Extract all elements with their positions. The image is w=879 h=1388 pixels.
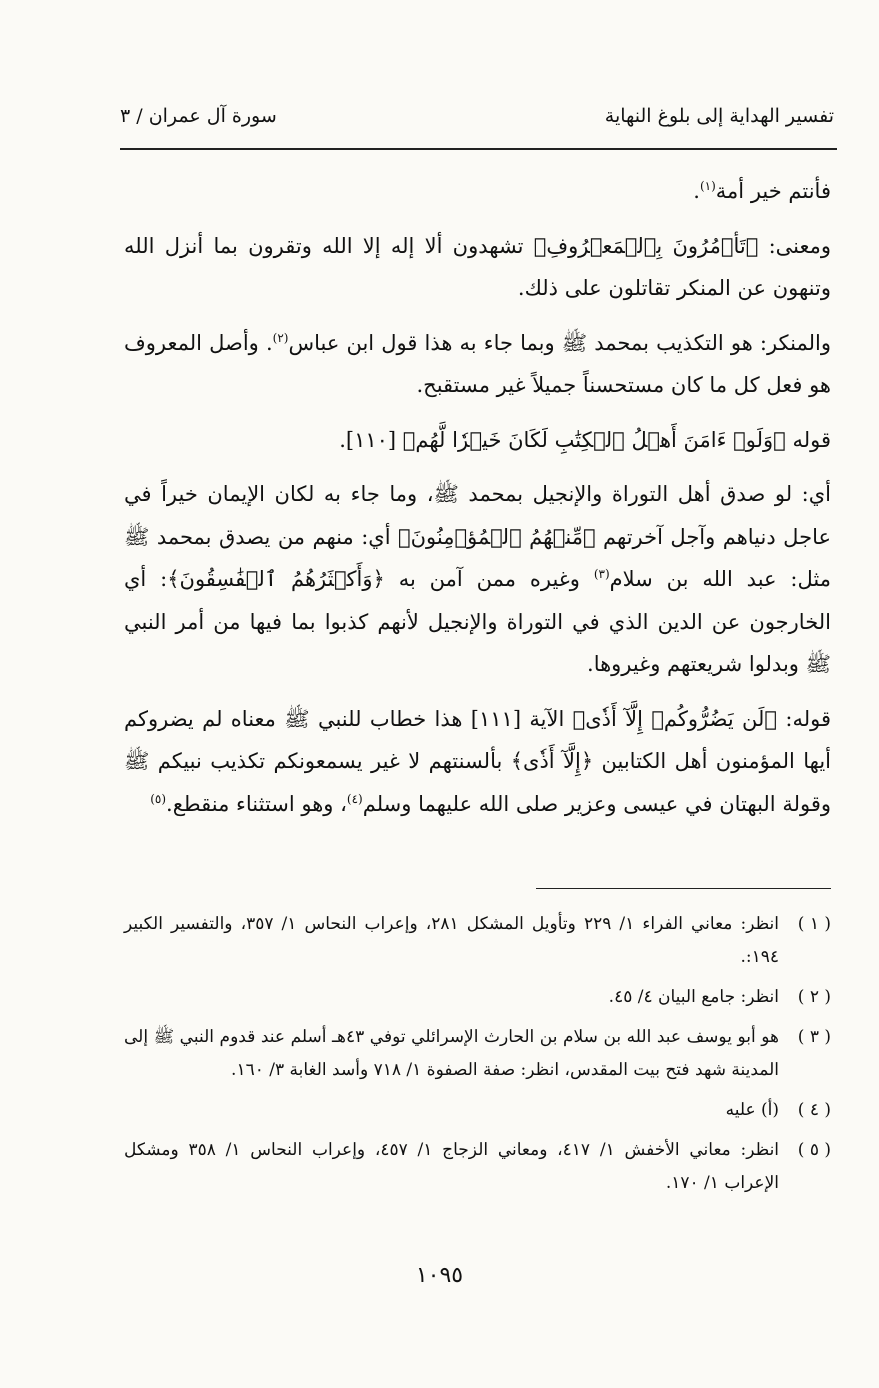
book-title: تفسير الهداية إلى بلوغ النهاية (604, 105, 834, 127)
footnote-text: (أ) عليه (725, 1100, 779, 1120)
quran-quote: ﴿لَن يَضُرُّوكُمۡ إِلَّآ أَذٗى﴾ (572, 706, 778, 731)
footnote-number: ( ١ ) (797, 914, 831, 934)
footnote-number: ( ٥ ) (797, 1140, 831, 1160)
quran-quote: ﴿وَلَوۡ ءَامَنَ أَهۡلُ ٱلۡكِتَٰبِ لَكَانَ خَيۡرٗا لَّهُم﴾ (402, 427, 786, 452)
footnote (124, 1021, 831, 1087)
text-run: . وأصل المعروف هو فعل كل ما كان مستحسناً جميلاً غير مستقبح. (124, 330, 831, 397)
footnotes-section (124, 908, 831, 1207)
text-run: قوله (785, 427, 831, 452)
text-run: الآية [١١١] هذا خطاب للنبي ﷺ معناه لم يضروكم أيها المؤمنون أهل الكتابين (124, 706, 831, 773)
footnote-text: انظر: معاني الفراء ١/ ٢٢٩ وتأويل المشكل ٢٨١، وإعراب النحاس ١/ ٣٥٧، والتفسير الكبير ١٩٤:. (124, 914, 779, 967)
surah-label: سورة آل عمران / ٣ (120, 105, 277, 127)
text-run: أي: لو صدق أهل التوراة والإنجيل بمحمد ﷺ، وما جاء به لكان الإيمان خيراً في عاجل دنياهم وآجل آخرتهم (124, 482, 831, 549)
page-number: ١٠٩٥ (415, 1263, 464, 1288)
text-run: ومعنى: (758, 233, 831, 258)
footnote-ref: (٣) (593, 567, 610, 581)
text-run: [١١٠]. (339, 427, 403, 452)
footnote-text: انظر: معاني الأخفش ١/ ٤١٧، ومعاني الزجاج ١/ ٤٥٧، وإعراب النحاس ١/ ٣٥٨ ومشكل الإعراب ١/ ١٧٠. (124, 1140, 780, 1193)
running-header (120, 105, 834, 127)
footnote-number: ( ٣ ) (797, 1027, 831, 1047)
text-run: بألسنتهم لا غير يسمعونكم تكذيب نبيكم ﷺ وقولة البهتان في عيسى وعزير صلى الله عليهما وسلم (124, 749, 831, 816)
footnote (124, 908, 831, 974)
text-run: : أي الخارجون عن الدين الذي في التوراة والإنجيل لأنهم كذبوا بما فيها من أمر النبي ﷺ وبدلوا شريعتهم وغيروها. (124, 567, 831, 676)
paragraph (124, 322, 831, 407)
paragraph: فأنتم خير أمة$^{(١)}$. (693, 179, 831, 203)
footnote-ref: (٥) (150, 791, 167, 806)
paragraph (124, 419, 831, 462)
footnote-text: هو أبو يوسف عبد الله بن سلام بن الحارث الإسرائلي توفي ٤٣هـ أسلم عند قدوم النبي ﷺ إلى المدينة شهد فتح بيت المقدس، انظر: صفة الصفوة ١/ ٧١٨ وأسد الغابة ٣/ ١٦٠. (124, 1027, 779, 1080)
text-run: أي: منهم من يصدق بمحمد ﷺ مثل: عبد الله بن سلام (124, 524, 831, 591)
paragraph (124, 473, 831, 686)
text-run: فأنتم خير أمة (715, 179, 831, 203)
footnote-ref: (١) (699, 179, 716, 193)
quran-quote: ﴿تَأۡمُرُونَ بِٱلۡمَعۡرُوفِ﴾ (533, 233, 759, 258)
header-divider (120, 148, 837, 150)
text-run: قوله: (777, 706, 831, 731)
footnote-divider (536, 888, 831, 889)
footnote (124, 1134, 831, 1200)
text-run: تشهدون ألا إله إلا الله وتقرون بما أنزل الله وتنهون عن المنكر تقاتلون على ذلك. (124, 233, 831, 300)
text-run: ، وهو استثناء منقطع. (166, 791, 347, 816)
paragraph (124, 225, 831, 310)
quran-quote: ﴿مِّنۡهُمُ ٱلۡمُؤۡمِنُونَ﴾ (398, 524, 596, 549)
footnote (124, 1094, 831, 1127)
quran-quote: ﴿إِلَّآ أَذٗى﴾ (510, 749, 594, 773)
footnote-text: انظر: جامع البيان ٤/ ٤٥. (608, 987, 779, 1007)
footnote-number: ( ٤ ) (797, 1100, 831, 1120)
footnote (124, 981, 831, 1014)
main-text (124, 170, 831, 837)
text-run: والمنكر: هو التكذيب بمحمد ﷺ وبما جاء به هذا قول ابن عباس (288, 330, 831, 355)
text-run: وغيره ممن آمن به (384, 567, 594, 591)
footnote-ref: (٢) (272, 330, 289, 345)
footnote-ref: (٤) (346, 791, 363, 806)
footnote-number: ( ٢ ) (797, 987, 831, 1007)
quran-quote: ﴿وَأَكۡثَرُهُمُ ٱلۡفَٰسِقُونَ﴾ (167, 567, 385, 591)
paragraph (124, 698, 831, 826)
